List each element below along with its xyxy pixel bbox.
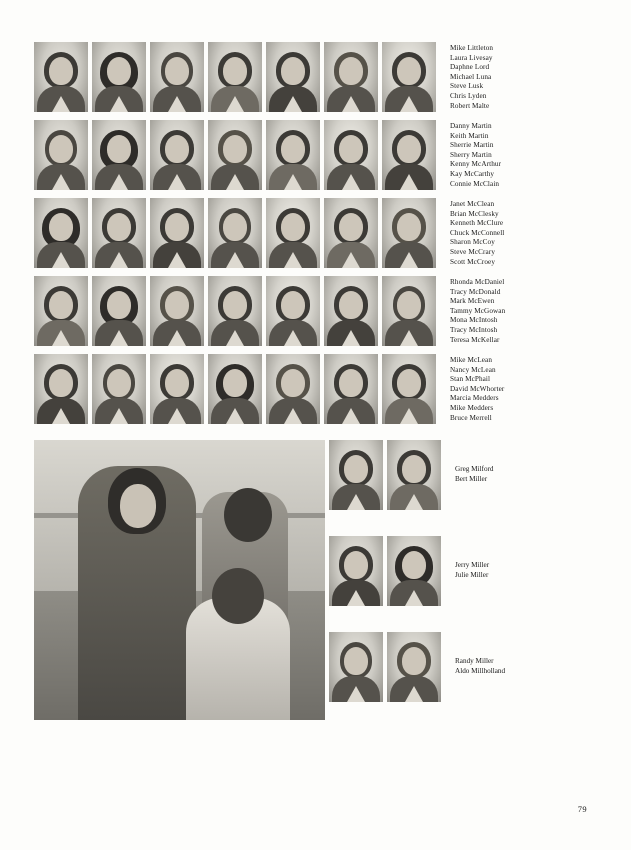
- portrait-photo-strip: [329, 536, 441, 606]
- portrait-photo: [34, 198, 88, 268]
- portrait-photo-strip: [34, 276, 436, 346]
- portrait-photo: [324, 42, 378, 112]
- portrait-photo: [329, 632, 383, 702]
- student-name: Kenneth McClure: [450, 219, 504, 228]
- student-name: Mona McIntosh: [450, 316, 498, 325]
- student-name: Sherry Martin: [450, 150, 492, 159]
- portrait-photo: [34, 354, 88, 424]
- portrait-photo-strip: [329, 440, 441, 510]
- candid-photo: [34, 440, 325, 720]
- portrait-photo-strip: [329, 632, 441, 702]
- side-portrait-group: [329, 536, 505, 606]
- student-name: Brian McClesky: [450, 209, 499, 218]
- student-name: Teresa McKellar: [450, 335, 500, 344]
- portrait-name-list: [450, 42, 493, 111]
- portrait-photo: [382, 198, 436, 268]
- portrait-name-list: [455, 561, 489, 580]
- portrait-photo: [387, 440, 441, 510]
- portrait-photo: [150, 120, 204, 190]
- portrait-photo: [150, 354, 204, 424]
- portrait-photo: [266, 276, 320, 346]
- page-content: [34, 42, 554, 720]
- spacer: [329, 514, 505, 532]
- portrait-row: [34, 276, 554, 346]
- portrait-photo: [387, 536, 441, 606]
- student-name: Kenny McArthur: [450, 160, 502, 169]
- student-name: Bruce Merrell: [450, 413, 492, 422]
- portrait-photo: [329, 440, 383, 510]
- portrait-photo: [92, 276, 146, 346]
- portrait-photo: [324, 276, 378, 346]
- portrait-photo: [150, 276, 204, 346]
- student-name: Janet McClean: [450, 200, 495, 208]
- student-name: Stan McPhail: [450, 375, 491, 384]
- student-name: Tracy McIntosh: [450, 325, 498, 334]
- portrait-name-list: [455, 657, 505, 676]
- student-name: Scott McCroey: [450, 257, 496, 266]
- student-name: Mike Littleton: [450, 44, 494, 52]
- student-name: Michael Luna: [450, 72, 492, 81]
- student-name: Jerry Miller: [455, 561, 490, 570]
- student-name: Tammy McGowan: [450, 306, 506, 315]
- student-name: Keith Martin: [450, 131, 489, 140]
- portrait-photo: [92, 42, 146, 112]
- student-name: Aldo Millholland: [455, 667, 506, 675]
- student-name: Chris Lyden: [450, 91, 487, 100]
- student-name: Connie McClain: [450, 179, 500, 188]
- student-name: Sherrie Martin: [450, 141, 494, 150]
- portrait-photo: [324, 354, 378, 424]
- portrait-photo: [387, 632, 441, 702]
- portrait-photo-strip: [34, 120, 436, 190]
- student-name: Randy Miller: [455, 657, 494, 666]
- bottom-section: [34, 440, 554, 720]
- portrait-name-list: [450, 120, 501, 189]
- portrait-photo: [324, 198, 378, 268]
- portrait-photo: [208, 198, 262, 268]
- portrait-photo: [266, 354, 320, 424]
- student-name: Laura Livesay: [450, 53, 493, 62]
- portrait-row: [34, 198, 554, 268]
- portrait-photo: [324, 120, 378, 190]
- page-number: 79: [577, 804, 587, 814]
- portrait-name-list: [450, 276, 505, 345]
- portrait-row: [34, 120, 554, 190]
- student-name: Mike McLean: [450, 356, 493, 364]
- portrait-photo: [150, 198, 204, 268]
- portrait-name-list: [450, 198, 504, 267]
- student-name: Tracy McDonald: [450, 287, 501, 296]
- portrait-photo: [92, 198, 146, 268]
- portrait-photo: [266, 42, 320, 112]
- side-portrait-group: [329, 440, 505, 510]
- student-name: Greg Milford: [455, 465, 494, 474]
- student-name: Rhonda McDaniel: [450, 278, 505, 286]
- student-name: Steve Lusk: [450, 82, 484, 91]
- portrait-photo: [382, 276, 436, 346]
- student-name: Robert Malte: [450, 101, 490, 110]
- student-name: David McWhorter: [450, 384, 505, 393]
- portrait-photo: [208, 120, 262, 190]
- portrait-photo: [92, 120, 146, 190]
- portrait-photo: [382, 120, 436, 190]
- student-name: Julie Miller: [455, 571, 489, 579]
- side-portrait-column: [329, 440, 505, 702]
- spacer: [329, 610, 505, 628]
- student-name: Chuck McConnell: [450, 228, 505, 237]
- portrait-row: [34, 354, 554, 424]
- portrait-photo: [208, 354, 262, 424]
- portrait-photo: [208, 42, 262, 112]
- student-name: Bert Miller: [455, 475, 488, 483]
- portrait-photo: [382, 354, 436, 424]
- portrait-photo: [150, 42, 204, 112]
- portrait-name-list: [455, 465, 494, 484]
- student-name: Daphne Lord: [450, 63, 490, 72]
- student-name: Kay McCarthy: [450, 169, 495, 178]
- student-name: Mike Medders: [450, 403, 494, 412]
- portrait-photo-strip: [34, 42, 436, 112]
- portrait-photo: [208, 276, 262, 346]
- student-name: Danny Martin: [450, 122, 492, 130]
- portrait-photo: [34, 42, 88, 112]
- student-name: Marcia Medders: [450, 394, 499, 403]
- student-name: Sharon McCoy: [450, 238, 495, 247]
- portrait-photo: [266, 198, 320, 268]
- portrait-row: [34, 42, 554, 112]
- portrait-photo: [329, 536, 383, 606]
- portrait-photo-strip: [34, 198, 436, 268]
- portrait-photo: [34, 276, 88, 346]
- portrait-photo-strip: [34, 354, 436, 424]
- portrait-photo: [34, 120, 88, 190]
- student-name: Mark McEwen: [450, 297, 495, 306]
- portrait-photo: [382, 42, 436, 112]
- side-portrait-group: [329, 632, 505, 702]
- portrait-name-list: [450, 354, 504, 423]
- student-name: Nancy McLean: [450, 365, 496, 374]
- portrait-photo: [266, 120, 320, 190]
- student-name: Steve McCrary: [450, 247, 496, 256]
- portrait-photo: [92, 354, 146, 424]
